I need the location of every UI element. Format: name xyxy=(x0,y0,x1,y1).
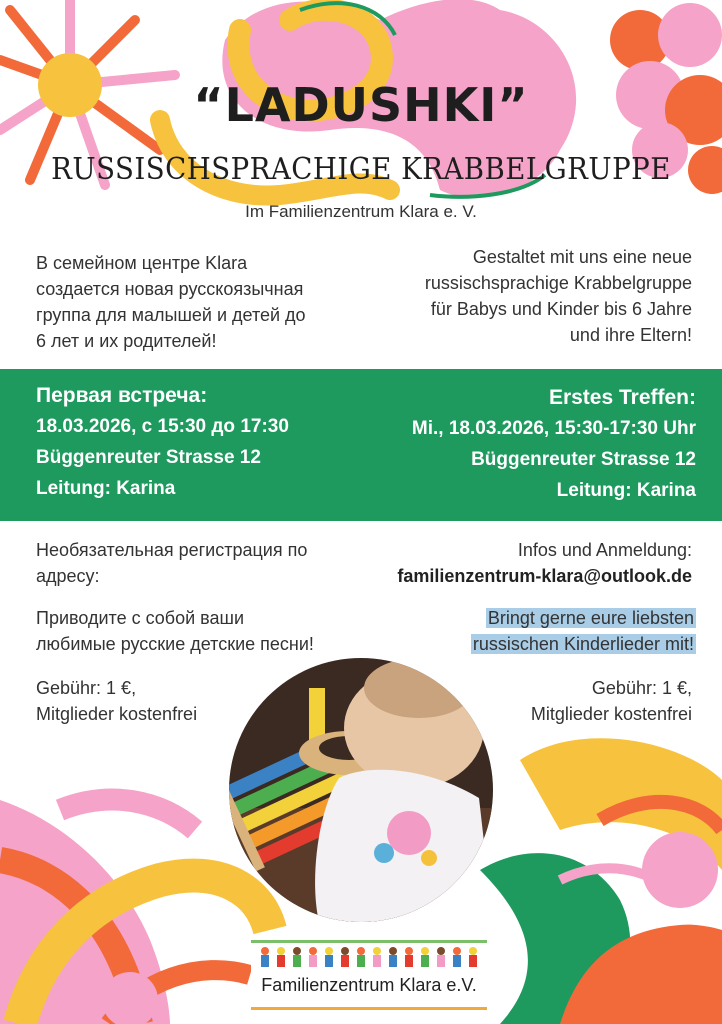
meeting-ru-lead: Leitung: Karina xyxy=(36,478,176,499)
page-subtitle: RUSSISCHSPRACHIGE KRABBELGRUPPE xyxy=(51,152,671,187)
songs-ru-line: Приводите с собой ваши xyxy=(36,608,245,628)
organization-line: Im Familienzentrum Klara e. V. xyxy=(245,202,477,221)
bottom-left-decoration xyxy=(0,800,270,1024)
intro-ru-line: создается новая русскоязычная xyxy=(36,279,304,299)
intro-de-line: russischsprachige Krabbelgruppe xyxy=(424,273,692,293)
registration-de-label: Infos und Anmeldung: xyxy=(517,540,692,560)
bottom-right-decoration xyxy=(480,738,722,1024)
fee-ru xyxy=(36,675,197,727)
meeting-de-lead: Leitung: Karina xyxy=(556,480,696,501)
registration-ru-line: адресу: xyxy=(36,566,100,586)
registration-ru xyxy=(36,537,307,589)
songs-ru xyxy=(36,605,314,657)
registration-ru-line: Необязательная регистрация по xyxy=(36,540,308,560)
intro-ru-line: 6 лет и их родителей! xyxy=(36,331,217,351)
meeting-de-date: Mi., 18.03.2026, 15:30-17:30 Uhr xyxy=(411,418,696,439)
children-row-icon xyxy=(251,943,487,973)
registration-de xyxy=(397,537,692,589)
meeting-de-heading: Erstes Treffen: xyxy=(548,386,696,409)
songs-de-line: Bringt gerne eure liebsten xyxy=(487,608,694,628)
songs-de xyxy=(471,605,696,657)
fee-ru-line: Gebühr: 1 €, xyxy=(36,678,137,698)
meeting-de xyxy=(412,382,696,506)
baby-photo xyxy=(229,658,493,922)
songs-ru-line: любимые русские детские песни! xyxy=(36,634,314,654)
registration-email-link[interactable]: familienzentrum-klara@outlook.de xyxy=(397,566,692,586)
meeting-ru xyxy=(36,380,289,504)
meeting-de-address: Büggenreuter Strasse 12 xyxy=(471,449,696,470)
organization-logo xyxy=(251,940,487,1010)
intro-ru-line: В семейном центре Klara xyxy=(36,253,248,273)
intro-de-line: Gestaltet mit uns eine neue xyxy=(472,247,692,267)
logo-text: Familienzentrum Klara e.V. xyxy=(261,975,477,995)
intro-de xyxy=(425,244,692,348)
fee-de-line: Mitglieder kostenfrei xyxy=(530,704,692,724)
intro-ru xyxy=(36,250,306,354)
meeting-ru-address: Büggenreuter Strasse 12 xyxy=(36,447,261,468)
meeting-ru-date: 18.03.2026, с 15:30 до 17:30 xyxy=(36,416,289,437)
intro-de-line: für Babys und Kinder bis 6 Jahre xyxy=(430,299,692,319)
fee-de xyxy=(531,675,692,727)
intro-ru-line: группа для малышей и детей до xyxy=(36,305,306,325)
meeting-ru-heading: Первая встреча: xyxy=(36,384,208,407)
baby-xylophone-image xyxy=(229,658,493,922)
fee-ru-line: Mitglieder kostenfrei xyxy=(36,704,198,724)
songs-de-line: russischen Kinderlieder mit! xyxy=(472,634,694,654)
intro-de-line: und ihre Eltern! xyxy=(569,325,692,345)
page-title: “LADUSHKI” xyxy=(193,78,529,132)
fee-de-line: Gebühr: 1 €, xyxy=(591,678,692,698)
